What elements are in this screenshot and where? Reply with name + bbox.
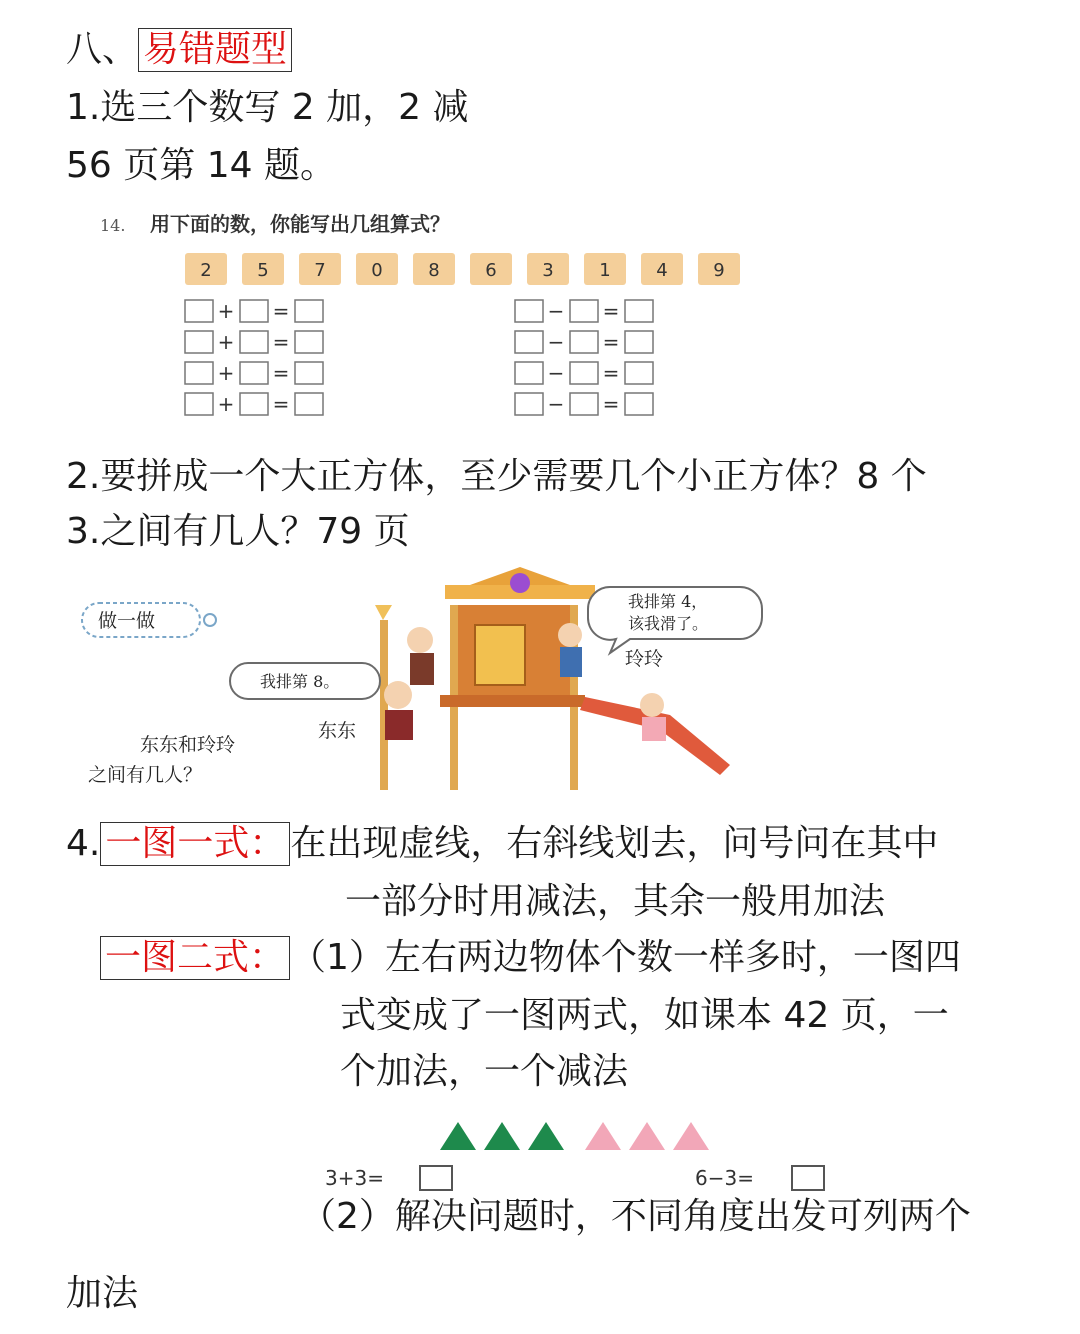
playground-illustration: [80, 565, 820, 800]
triangle-shape: [440, 1122, 476, 1150]
blank-box: [625, 300, 653, 322]
blank-box: [515, 393, 543, 415]
triangle-shape: [629, 1122, 665, 1150]
blank-box: [185, 331, 213, 353]
digit-label: 9: [713, 260, 725, 281]
q4-text3-line2: 加法: [66, 1273, 139, 1314]
do-it-tag-text: 做一做: [98, 610, 156, 632]
exercise-prompt: 用下面的数，你能写出几组算式？: [150, 212, 450, 236]
equals-sign: =: [272, 392, 290, 416]
q1-line1: 1.选三个数写 2 加，2 减: [66, 87, 469, 128]
q1-line2: 56 页第 14 题。: [66, 145, 336, 186]
q4-text3-line1: （2）解决问题时，不同角度出发可列两个: [300, 1196, 971, 1237]
answer-box-right: [792, 1166, 824, 1190]
operator-sign: +: [217, 392, 235, 416]
operator-sign: +: [217, 330, 235, 354]
question-line1: 东东和玲玲: [140, 734, 236, 756]
addition-equations: [185, 299, 323, 416]
digit-card: [242, 253, 284, 285]
digit-label: 7: [314, 260, 326, 281]
speech-bubble-right: [588, 587, 762, 653]
digit-card: [185, 253, 227, 285]
equals-sign: =: [602, 392, 620, 416]
equation-row: [515, 361, 653, 385]
blank-box: [515, 300, 543, 322]
triangle-eq-left: 3+3=: [325, 1166, 384, 1190]
q4-text2-line2: 式变成了一图两式，如课本 42 页，一: [340, 995, 949, 1036]
q4-prefix: 4.: [66, 823, 101, 864]
do-it-tag: [82, 603, 216, 637]
triangle-shape: [484, 1122, 520, 1150]
blank-box: [185, 393, 213, 415]
bubble-left-text: 我排第 8。: [260, 672, 340, 691]
name-dongdong: 东东: [318, 720, 357, 742]
equation-row: [515, 392, 653, 416]
q4-row2: [100, 936, 961, 980]
digit-card: [698, 253, 740, 285]
q4-row1: [66, 822, 938, 866]
blank-box: [240, 331, 268, 353]
blank-box: [515, 331, 543, 353]
digit-card: [584, 253, 626, 285]
exercise-14-figure: [90, 205, 770, 430]
equation-row: [185, 299, 323, 323]
equation-row: [515, 330, 653, 354]
subtraction-equations: [515, 299, 653, 416]
triangle-shape: [673, 1122, 709, 1150]
q4-text1-line2: 一部分时用减法，其余一般用加法: [345, 881, 886, 922]
speech-bubble-left: [230, 663, 380, 699]
digit-label: 6: [485, 260, 497, 281]
blank-box: [240, 362, 268, 384]
blank-box: [295, 393, 323, 415]
q4-text1-line1: 在出现虚线，右斜线划去，问号问在其中: [290, 823, 939, 864]
blank-box: [570, 331, 598, 353]
bubble-right-line2: 该我滑了。: [628, 614, 709, 633]
operator-sign: +: [217, 299, 235, 323]
blank-box: [185, 300, 213, 322]
digit-card: [641, 253, 683, 285]
exercise-number: 14.: [100, 216, 126, 235]
digit-card: [356, 253, 398, 285]
blank-box: [240, 300, 268, 322]
blank-box: [570, 393, 598, 415]
digit-label: 3: [542, 260, 554, 281]
digit-card: [299, 253, 341, 285]
blank-box: [625, 331, 653, 353]
triangle-figure: [320, 1120, 840, 1200]
digit-cards: [185, 253, 740, 285]
digit-label: 8: [428, 260, 440, 281]
operator-sign: −: [547, 299, 565, 323]
pink-triangles: [585, 1122, 709, 1150]
q3-line: 3.之间有几人？79 页: [66, 511, 410, 552]
blank-box: [625, 362, 653, 384]
equals-sign: =: [602, 330, 620, 354]
blank-box: [240, 393, 268, 415]
q4-box2: 一图二式：: [100, 936, 290, 980]
digit-card: [527, 253, 569, 285]
blank-box: [185, 362, 213, 384]
operator-sign: +: [217, 361, 235, 385]
blank-box: [295, 362, 323, 384]
green-triangles: [440, 1122, 564, 1150]
answer-box-left: [420, 1166, 452, 1190]
equals-sign: =: [272, 299, 290, 323]
digit-label: 4: [656, 260, 668, 281]
triangle-shape: [585, 1122, 621, 1150]
section-prefix: 八、: [66, 29, 139, 70]
digit-label: 1: [599, 260, 611, 281]
name-lingling: 玲玲: [625, 648, 664, 670]
equals-sign: =: [272, 361, 290, 385]
operator-sign: −: [547, 392, 565, 416]
triangle-shape: [528, 1122, 564, 1150]
blank-box: [295, 331, 323, 353]
operator-sign: −: [547, 330, 565, 354]
blank-box: [625, 393, 653, 415]
digit-label: 0: [371, 260, 383, 281]
question-line2: 之间有几人？: [88, 764, 203, 786]
q4-text2-line3: 个加法，一个减法: [340, 1051, 629, 1092]
digit-label: 5: [257, 260, 269, 281]
digit-card: [470, 253, 512, 285]
q2-line: 2.要拼成一个大正方体，至少需要几个小正方体？8 个: [66, 456, 927, 497]
blank-box: [570, 300, 598, 322]
digit-card: [413, 253, 455, 285]
section-heading: [66, 28, 292, 72]
q4-box1: 一图一式：: [100, 822, 290, 866]
q4-text2-line1: （1）左右两边物体个数一样多时，一图四: [290, 937, 961, 978]
blank-box: [570, 362, 598, 384]
equation-row: [185, 330, 323, 354]
triangle-eq-right: 6−3=: [695, 1166, 754, 1190]
digit-label: 2: [200, 260, 212, 281]
equals-sign: =: [272, 330, 290, 354]
section-title: 易错题型: [138, 28, 292, 72]
equation-row: [515, 299, 653, 323]
equation-row: [185, 361, 323, 385]
equation-row: [185, 392, 323, 416]
blank-box: [515, 362, 543, 384]
equals-sign: =: [602, 299, 620, 323]
operator-sign: −: [547, 361, 565, 385]
equals-sign: =: [602, 361, 620, 385]
blank-box: [295, 300, 323, 322]
bubble-right-line1: 我排第 4，: [628, 592, 708, 611]
